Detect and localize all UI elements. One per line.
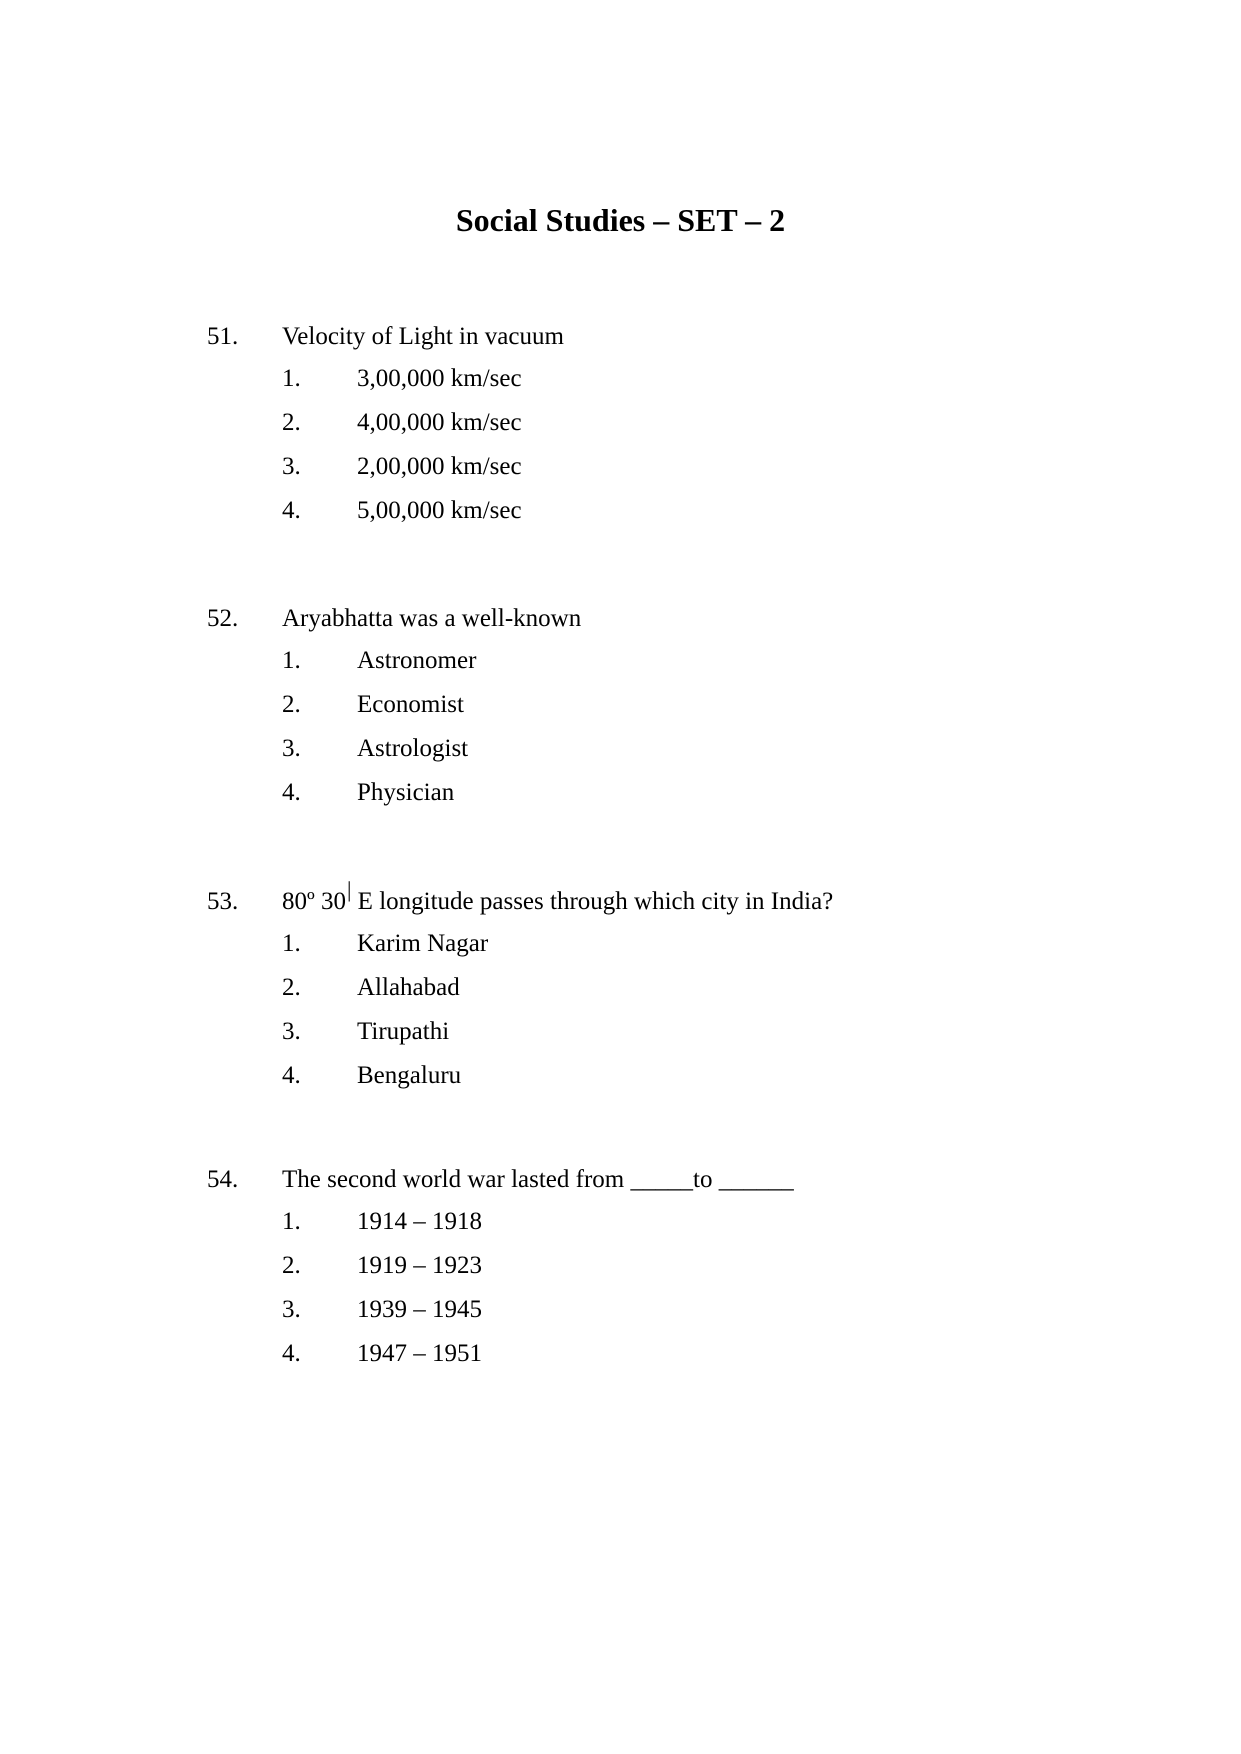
option-number: 3. [282, 735, 301, 762]
option-number: 4. [282, 1340, 301, 1367]
option-number: 4. [282, 779, 301, 806]
option-item [0, 1332, 1241, 1376]
option-item [0, 922, 1241, 966]
option-text: 4,00,000 km/sec [357, 409, 522, 436]
option-text: Karim Nagar [357, 930, 489, 957]
option-number: 1. [282, 365, 301, 392]
option-item [0, 727, 1241, 771]
option-item [0, 1288, 1241, 1332]
question-54 [0, 1160, 1241, 1376]
question-text: Velocity of Light in vacuum [282, 323, 564, 350]
question-53 [0, 877, 1241, 1098]
option-item [0, 1010, 1241, 1054]
question-51 [0, 317, 1241, 533]
option-item [0, 401, 1241, 445]
minute-mark: | [347, 877, 352, 902]
option-text: Allahabad [357, 974, 460, 1001]
longitude-value: 80º 30 [282, 888, 347, 915]
option-number: 3. [282, 1018, 301, 1045]
option-text: 1939 – 1945 [357, 1296, 482, 1323]
option-text: 3,00,000 km/sec [357, 365, 522, 392]
option-item [0, 445, 1241, 489]
question-number: 54. [207, 1166, 239, 1193]
option-number: 2. [282, 974, 301, 1001]
question-stem [0, 877, 1241, 922]
option-number: 4. [282, 1062, 301, 1089]
option-text: 1914 – 1918 [357, 1208, 482, 1235]
option-item [0, 1200, 1241, 1244]
option-number: 1. [282, 1208, 301, 1235]
option-number: 1. [282, 647, 301, 674]
question-text: The second world war lasted from _____to ______ [282, 1166, 794, 1193]
option-item [0, 771, 1241, 815]
page-title: Social Studies – SET – 2 [455, 202, 786, 238]
option-text: Astronomer [357, 647, 477, 674]
option-text: Astrologist [357, 735, 469, 762]
option-text: 1919 – 1923 [357, 1252, 482, 1279]
option-item [0, 1054, 1241, 1098]
option-item [0, 639, 1241, 683]
option-number: 3. [282, 453, 301, 480]
option-text: Economist [357, 691, 464, 718]
question-number: 51. [207, 323, 239, 350]
option-text: Bengaluru [357, 1062, 462, 1089]
question-text-rest: E longitude passes through which city in India? [351, 888, 834, 915]
question-52 [0, 599, 1241, 815]
option-text: Physician [357, 779, 455, 806]
option-number: 1. [282, 930, 301, 957]
option-text: 2,00,000 km/sec [357, 453, 522, 480]
question-text: Aryabhatta was a well-known [282, 605, 582, 632]
option-item [0, 1244, 1241, 1288]
question-stem [0, 1160, 1241, 1200]
option-number: 2. [282, 691, 301, 718]
option-number: 2. [282, 409, 301, 436]
option-number: 4. [282, 497, 301, 524]
option-text: 1947 – 1951 [357, 1340, 482, 1367]
question-text [282, 877, 834, 922]
question-stem [0, 599, 1241, 639]
option-item [0, 683, 1241, 727]
option-item [0, 966, 1241, 1010]
option-item [0, 489, 1241, 533]
question-stem [0, 317, 1241, 357]
option-item [0, 357, 1241, 401]
option-text: Tirupathi [357, 1018, 450, 1045]
question-number: 52. [207, 605, 239, 632]
option-number: 3. [282, 1296, 301, 1323]
option-text: 5,00,000 km/sec [357, 497, 522, 524]
question-number: 53. [207, 888, 239, 915]
option-number: 2. [282, 1252, 301, 1279]
